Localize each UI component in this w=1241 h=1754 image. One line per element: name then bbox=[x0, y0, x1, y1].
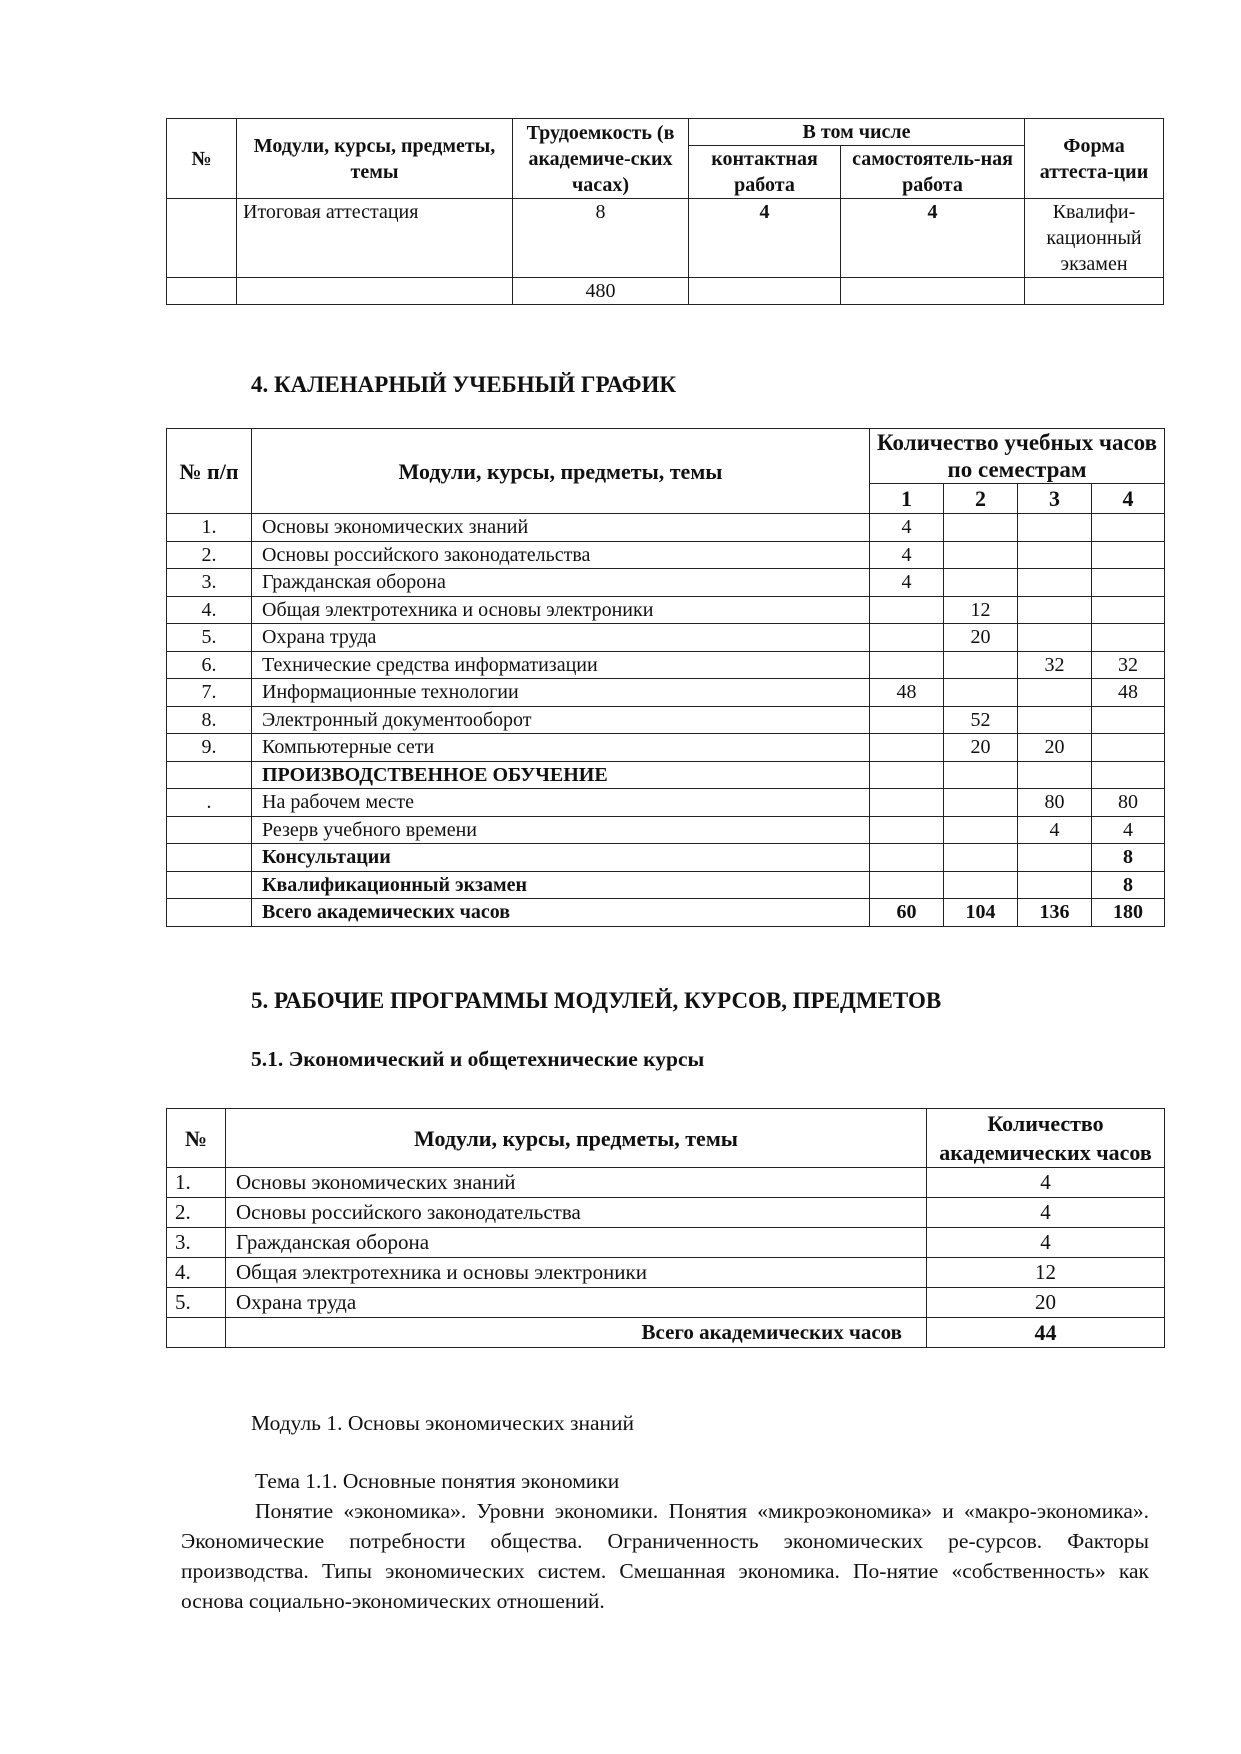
cell-semester-3 bbox=[1018, 541, 1092, 569]
cell-semester-2 bbox=[944, 789, 1018, 817]
cell-num bbox=[167, 278, 237, 305]
cell-semester-2: 104 bbox=[944, 899, 1018, 927]
col-header-including: В том числе bbox=[689, 119, 1025, 146]
section-4-heading: 4. КАЛЕНАРНЫЙ УЧЕБНЫЙ ГРАФИК bbox=[251, 372, 677, 397]
cell-num bbox=[167, 899, 252, 927]
cell-semester-4 bbox=[1092, 761, 1165, 789]
col-header-semester-2: 2 bbox=[944, 484, 1018, 514]
topic-1-1-text: Понятие «экономика». Уровни экономики. Понятия «микроэкономика» и «макро-экономика». Экономические потребности общества. Ограниченность экономических ре-сурсов. Факторы производства. Типы экономических систем. Смешанная экономика. По-нятие «собственность» как основа социально-экономических отношений. bbox=[181, 1499, 1149, 1613]
cell-semester-1 bbox=[870, 816, 944, 844]
cell-form: Квалифи-кационный экзамен bbox=[1025, 199, 1164, 278]
cell-name: Технические средства информатизации bbox=[252, 651, 870, 679]
cell-name: Всего академических часов bbox=[252, 899, 870, 927]
cell-semester-1 bbox=[870, 624, 944, 652]
cell-num: 2. bbox=[167, 1198, 226, 1228]
topic-1-1-title: Тема 1.1. Основные понятия экономики bbox=[255, 1469, 620, 1493]
cell-name: Основы экономических знаний bbox=[252, 514, 870, 542]
col-header-num: № bbox=[167, 119, 237, 199]
cell-name: ПРОИЗВОДСТВЕННОЕ ОБУЧЕНИЕ bbox=[252, 761, 870, 789]
table-row bbox=[167, 624, 1165, 652]
cell-name: Основы экономических знаний bbox=[226, 1168, 927, 1198]
cell-semester-2: 20 bbox=[944, 734, 1018, 762]
col-header-form: Форма аттеста-ции bbox=[1025, 119, 1164, 199]
col-header-hours: Количество академических часов bbox=[927, 1109, 1165, 1168]
cell-num: 3. bbox=[167, 569, 252, 597]
cell-name: Компьютерные сети bbox=[252, 734, 870, 762]
cell-semester-4 bbox=[1092, 514, 1165, 542]
cell-semester-3 bbox=[1018, 706, 1092, 734]
cell-semester-2 bbox=[944, 844, 1018, 872]
table-row bbox=[167, 569, 1165, 597]
cell-workload: 8 bbox=[513, 199, 689, 278]
col-header-semester-3: 3 bbox=[1018, 484, 1092, 514]
cell-semester-4: 8 bbox=[1092, 844, 1165, 872]
col-header-modules: Модули, курсы, предметы, темы bbox=[226, 1109, 927, 1168]
cell-semester-1 bbox=[870, 789, 944, 817]
cell-semester-3 bbox=[1018, 514, 1092, 542]
table-row bbox=[167, 1168, 1165, 1198]
table-row bbox=[167, 596, 1165, 624]
cell-semester-2 bbox=[944, 816, 1018, 844]
cell-semester-3: 4 bbox=[1018, 816, 1092, 844]
cell-hours: 20 bbox=[927, 1288, 1165, 1318]
cell-num bbox=[167, 871, 252, 899]
cell-num: 1. bbox=[167, 514, 252, 542]
cell-semester-3 bbox=[1018, 871, 1092, 899]
cell-name: Консультации bbox=[252, 844, 870, 872]
cell-num bbox=[167, 1318, 226, 1348]
cell-semester-1 bbox=[870, 596, 944, 624]
cell-self bbox=[841, 278, 1025, 305]
cell-num: 2. bbox=[167, 541, 252, 569]
cell-name: Основы российского законодательства bbox=[252, 541, 870, 569]
cell-semester-3 bbox=[1018, 679, 1092, 707]
col-header-semester-1: 1 bbox=[870, 484, 944, 514]
cell-semester-4: 48 bbox=[1092, 679, 1165, 707]
cell-semester-2 bbox=[944, 569, 1018, 597]
cell-semester-2: 52 bbox=[944, 706, 1018, 734]
cell-name: Информационные технологии bbox=[252, 679, 870, 707]
cell-semester-4 bbox=[1092, 624, 1165, 652]
cell-semester-4: 8 bbox=[1092, 871, 1165, 899]
table-row bbox=[167, 899, 1165, 927]
section-5-heading: 5. РАБОЧИЕ ПРОГРАММЫ МОДУЛЕЙ, КУРСОВ, ПРЕДМЕТОВ bbox=[251, 988, 942, 1013]
col-header-num: № bbox=[167, 1109, 226, 1168]
table-row bbox=[167, 199, 1164, 278]
table-row bbox=[167, 1288, 1165, 1318]
table-row bbox=[167, 1258, 1165, 1288]
cell-name: Гражданская оборона bbox=[252, 569, 870, 597]
table-row bbox=[167, 844, 1165, 872]
table-row bbox=[167, 871, 1165, 899]
cell-semester-2 bbox=[944, 651, 1018, 679]
col-header-modules: Модули, курсы, предметы, темы bbox=[237, 119, 513, 199]
table-row bbox=[167, 789, 1165, 817]
col-header-workload: Трудоемкость (в академиче-ских часах) bbox=[513, 119, 689, 199]
cell-semester-1 bbox=[870, 734, 944, 762]
cell-semester-3: 80 bbox=[1018, 789, 1092, 817]
table-row bbox=[167, 514, 1165, 542]
cell-semester-3 bbox=[1018, 761, 1092, 789]
table-row bbox=[167, 816, 1165, 844]
cell-workload: 480 bbox=[513, 278, 689, 305]
cell-num bbox=[167, 761, 252, 789]
cell-form bbox=[1025, 278, 1164, 305]
cell-semester-2 bbox=[944, 871, 1018, 899]
cell-semester-3 bbox=[1018, 624, 1092, 652]
cell-semester-3 bbox=[1018, 569, 1092, 597]
cell-name: Гражданская оборона bbox=[226, 1228, 927, 1258]
table-row bbox=[167, 541, 1165, 569]
total-value: 44 bbox=[927, 1318, 1165, 1348]
cell-num: 5. bbox=[167, 624, 252, 652]
col-header-semester-4: 4 bbox=[1092, 484, 1165, 514]
cell-semester-1 bbox=[870, 706, 944, 734]
cell-semester-4 bbox=[1092, 706, 1165, 734]
cell-name: Общая электротехника и основы электроники bbox=[252, 596, 870, 624]
cell-semester-1: 48 bbox=[870, 679, 944, 707]
cell-semester-4 bbox=[1092, 596, 1165, 624]
cell-semester-4 bbox=[1092, 569, 1165, 597]
cell-semester-1 bbox=[870, 844, 944, 872]
calendar-schedule-table bbox=[166, 428, 1165, 927]
module-1-title: Модуль 1. Основы экономических знаний bbox=[251, 1411, 635, 1435]
cell-hours: 4 bbox=[927, 1198, 1165, 1228]
cell-semester-1: 4 bbox=[870, 514, 944, 542]
cell-semester-1 bbox=[870, 761, 944, 789]
cell-num: . bbox=[167, 789, 252, 817]
cell-num: 7. bbox=[167, 679, 252, 707]
cell-semester-1: 4 bbox=[870, 541, 944, 569]
table-row bbox=[167, 651, 1165, 679]
cell-name bbox=[237, 278, 513, 305]
cell-name: Основы российского законодательства bbox=[226, 1198, 927, 1228]
cell-num: 4. bbox=[167, 596, 252, 624]
table-row bbox=[167, 706, 1165, 734]
cell-semester-4: 180 bbox=[1092, 899, 1165, 927]
cell-semester-4 bbox=[1092, 734, 1165, 762]
cell-name: На рабочем месте bbox=[252, 789, 870, 817]
table-row bbox=[167, 679, 1165, 707]
cell-semester-2: 12 bbox=[944, 596, 1018, 624]
cell-semester-1: 60 bbox=[870, 899, 944, 927]
cell-num bbox=[167, 844, 252, 872]
cell-name: Охрана труда bbox=[252, 624, 870, 652]
cell-num bbox=[167, 199, 237, 278]
cell-num: 4. bbox=[167, 1258, 226, 1288]
section-5-1-heading: 5.1. Экономический и общетехнические курсы bbox=[251, 1047, 705, 1071]
cell-num: 1. bbox=[167, 1168, 226, 1198]
cell-num: 6. bbox=[167, 651, 252, 679]
table-row bbox=[167, 734, 1165, 762]
cell-semester-1: 4 bbox=[870, 569, 944, 597]
col-header-self: самостоятель-ная работа bbox=[841, 146, 1025, 199]
cell-semester-1 bbox=[870, 871, 944, 899]
cell-name: Общая электротехника и основы электроники bbox=[226, 1258, 927, 1288]
courses-hours-table bbox=[166, 1108, 1165, 1348]
cell-name: Электронный документооборот bbox=[252, 706, 870, 734]
cell-name: Квалификационный экзамен bbox=[252, 871, 870, 899]
cell-semester-3: 136 bbox=[1018, 899, 1092, 927]
cell-num: 3. bbox=[167, 1228, 226, 1258]
cell-semester-2: 20 bbox=[944, 624, 1018, 652]
cell-hours: 12 bbox=[927, 1258, 1165, 1288]
cell-semester-3: 32 bbox=[1018, 651, 1092, 679]
cell-semester-4: 4 bbox=[1092, 816, 1165, 844]
total-label: Всего академических часов bbox=[226, 1318, 927, 1348]
cell-hours: 4 bbox=[927, 1228, 1165, 1258]
cell-self: 4 bbox=[841, 199, 1025, 278]
cell-num: 9. bbox=[167, 734, 252, 762]
table-row bbox=[167, 278, 1164, 305]
cell-name: Охрана труда bbox=[226, 1288, 927, 1318]
table-row bbox=[167, 761, 1165, 789]
cell-name: Итоговая аттестация bbox=[237, 199, 513, 278]
cell-semester-3 bbox=[1018, 844, 1092, 872]
cell-hours: 4 bbox=[927, 1168, 1165, 1198]
table-row bbox=[167, 1228, 1165, 1258]
cell-semester-2 bbox=[944, 541, 1018, 569]
cell-contact bbox=[689, 278, 841, 305]
attestation-table bbox=[166, 118, 1164, 305]
cell-semester-1 bbox=[870, 651, 944, 679]
col-header-num: № п/п bbox=[167, 429, 252, 514]
cell-semester-3 bbox=[1018, 596, 1092, 624]
cell-contact: 4 bbox=[689, 199, 841, 278]
cell-num: 8. bbox=[167, 706, 252, 734]
cell-num: 5. bbox=[167, 1288, 226, 1318]
cell-semester-4 bbox=[1092, 541, 1165, 569]
col-header-hours: Количество учебных часов по семестрам bbox=[870, 429, 1165, 484]
cell-semester-2 bbox=[944, 761, 1018, 789]
col-header-modules: Модули, курсы, предметы, темы bbox=[252, 429, 870, 514]
table-row bbox=[167, 1198, 1165, 1228]
cell-num bbox=[167, 816, 252, 844]
col-header-contact: контактная работа bbox=[689, 146, 841, 199]
cell-semester-2 bbox=[944, 679, 1018, 707]
total-row bbox=[167, 1318, 1165, 1348]
cell-semester-4: 80 bbox=[1092, 789, 1165, 817]
cell-semester-3: 20 bbox=[1018, 734, 1092, 762]
cell-semester-4: 32 bbox=[1092, 651, 1165, 679]
cell-name: Резерв учебного времени bbox=[252, 816, 870, 844]
cell-semester-2 bbox=[944, 514, 1018, 542]
